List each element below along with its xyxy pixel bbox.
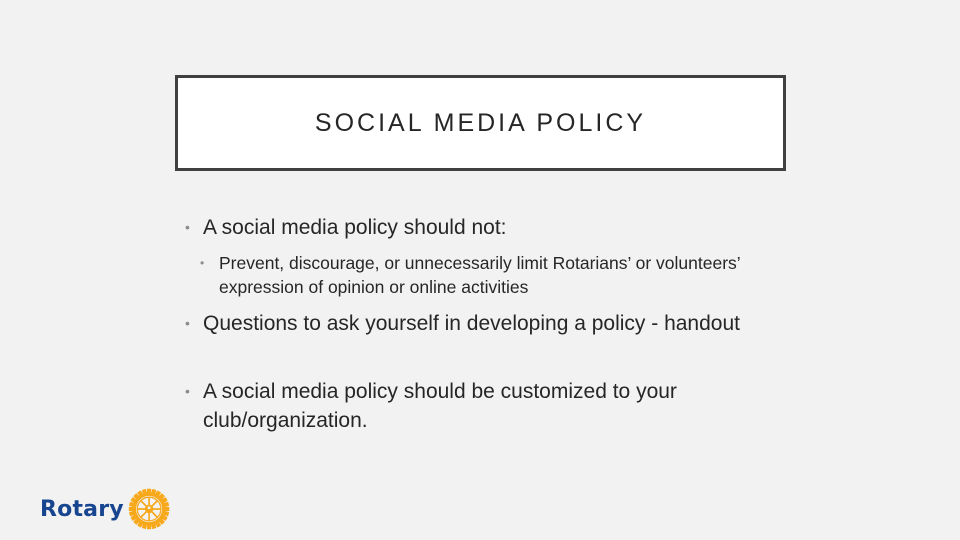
sub-bullet-text: Prevent, discourage, or unnecessarily limit Rotarians’ or volunteers’ expression of opinion or online activities bbox=[219, 253, 741, 297]
sub-bullet-dot-icon: • bbox=[200, 256, 205, 270]
bullet-dot-icon: • bbox=[185, 219, 190, 235]
bullet-item bbox=[185, 377, 765, 435]
title-box bbox=[175, 75, 786, 171]
logo-wordmark: Rotary bbox=[40, 496, 124, 522]
bullet-dot-icon: • bbox=[185, 315, 190, 331]
bullet-text: Questions to ask yourself in developing a policy - handout bbox=[203, 312, 740, 335]
bullet-text: A social media policy should not: bbox=[203, 216, 507, 239]
bullet-text: A social media policy should be customized to your club/organization. bbox=[203, 380, 677, 432]
bullet-item bbox=[185, 213, 785, 242]
bullet-item bbox=[185, 309, 755, 338]
bullet-dot-icon: • bbox=[185, 383, 190, 399]
slide-title: SOCIAL MEDIA POLICY bbox=[314, 108, 647, 137]
rotary-wheel-icon bbox=[128, 486, 170, 532]
sub-bullet-item bbox=[200, 251, 760, 299]
rotary-logo bbox=[40, 484, 170, 534]
